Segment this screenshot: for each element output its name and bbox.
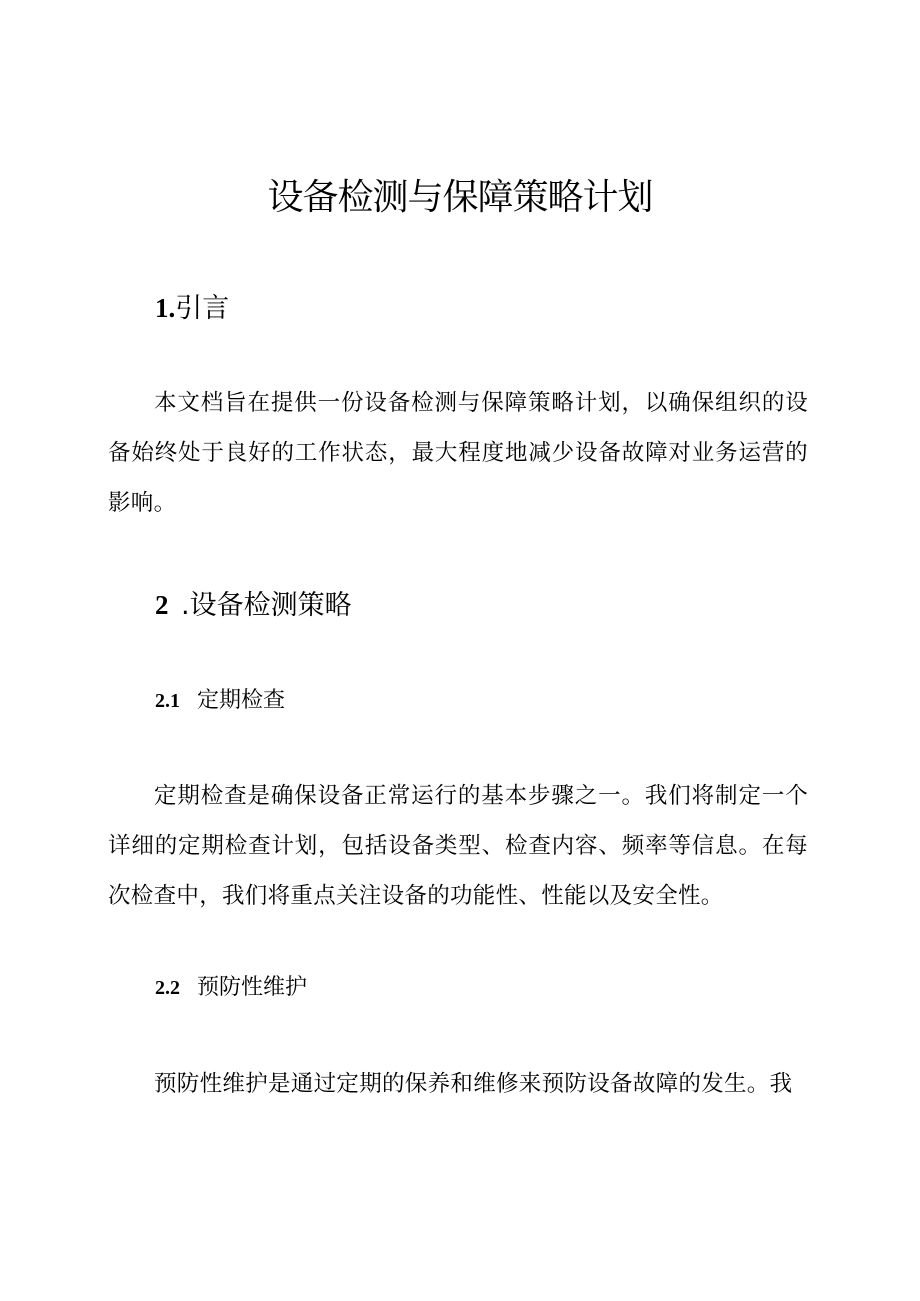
subsection-title: 预防性维护 <box>197 975 308 1000</box>
subsection-number: 2.1 <box>155 690 180 712</box>
section-title: 引言 <box>175 293 230 324</box>
subsection-number: 2.2 <box>155 977 180 999</box>
intro-paragraph: 本文档旨在提供一份设备检测与保障策略计划，以确保组织的设备始终处于良好的工作状态，最大程度地减少设备故障对业务运营的影响。 <box>108 390 808 516</box>
section-heading-intro <box>155 290 229 327</box>
section-number: 2 <box>155 590 169 620</box>
preventive-maintenance-paragraph: 预防性维护是通过定期的保养和维修来预防设备故障的发生。我 <box>154 1071 793 1097</box>
periodic-check-paragraph: 定期检查是确保设备正常运行的基本步骤之一。我们将制定一个详细的定期检查计划，包括设备类型、检查内容、频率等信息。在每次检查中，我们将重点关注设备的功能性、性能以及安全性。 <box>108 783 808 909</box>
section-title: .设备检测策略 <box>181 590 352 621</box>
subsection-title: 定期检查 <box>197 688 286 713</box>
subsection-heading-preventive-maintenance <box>155 973 307 1003</box>
section-number: 1. <box>155 293 176 323</box>
section-heading-strategy <box>155 587 352 624</box>
subsection-heading-periodic-check <box>155 686 285 716</box>
document-title: 设备检测与保障策略计划 <box>267 177 653 218</box>
